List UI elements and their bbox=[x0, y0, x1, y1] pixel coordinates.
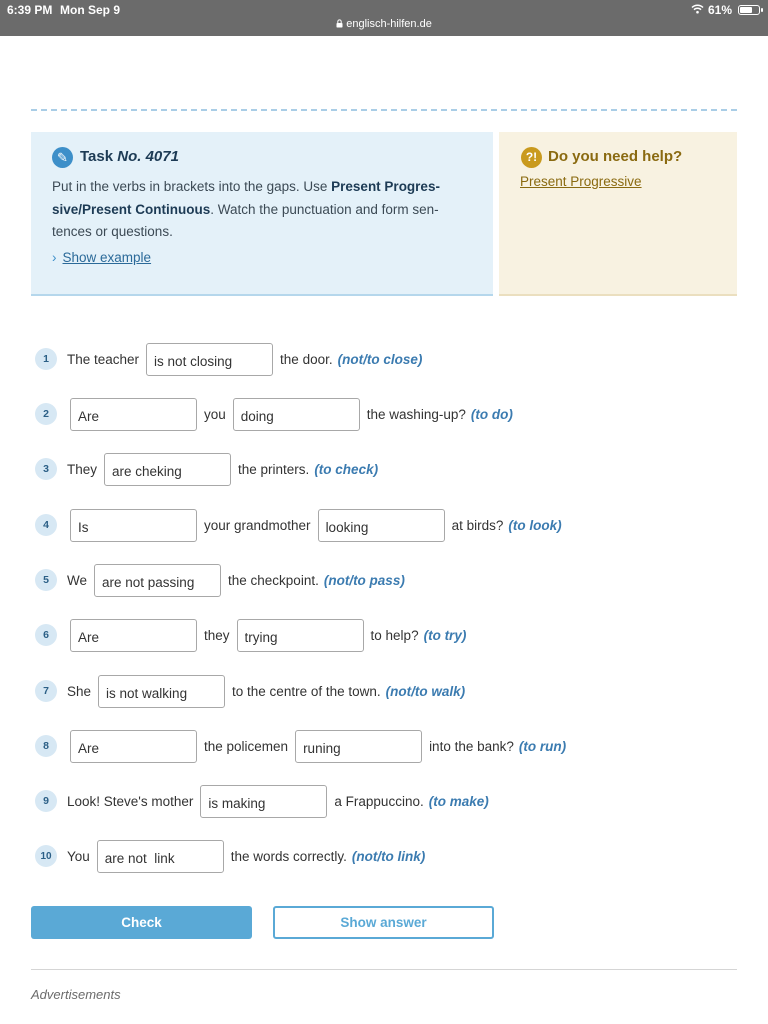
verb-hint: (to check) bbox=[314, 461, 379, 477]
answer-input[interactable] bbox=[104, 453, 231, 486]
exercise-text: the washing-up? bbox=[366, 406, 466, 422]
verb-hint: (not/to walk) bbox=[385, 683, 466, 699]
exercise-text: to the centre of the town. bbox=[232, 683, 381, 699]
exercise-text: the door. bbox=[280, 351, 333, 367]
verb-hint: (to try) bbox=[423, 627, 467, 643]
answer-input[interactable] bbox=[146, 343, 273, 376]
exercise-row bbox=[35, 397, 513, 431]
exercise-number: 7 bbox=[35, 680, 57, 702]
exercise-text: a Frappuccino. bbox=[334, 793, 424, 809]
exercise-number: 4 bbox=[35, 514, 57, 536]
exercise-text: She bbox=[67, 683, 92, 699]
exercise-text: at birds? bbox=[451, 517, 504, 533]
exercise-number: 8 bbox=[35, 735, 57, 757]
task-text-before: Put in the verbs in brackets into the gaps. Use bbox=[52, 179, 332, 194]
answer-input[interactable] bbox=[70, 730, 197, 763]
chevron-right-icon: › bbox=[52, 250, 57, 265]
task-title bbox=[80, 148, 179, 165]
exercise-text: They bbox=[67, 461, 98, 477]
task-number: No. 4071 bbox=[117, 148, 179, 165]
exercise-row bbox=[35, 563, 405, 597]
answer-input[interactable] bbox=[295, 730, 422, 763]
verb-hint: (to look) bbox=[508, 517, 562, 533]
status-right bbox=[691, 3, 760, 17]
exercise-number: 10 bbox=[35, 845, 57, 867]
url-text: englisch-hilfen.de bbox=[346, 18, 432, 30]
exercise-number: 5 bbox=[35, 569, 57, 591]
exercise-row bbox=[35, 729, 566, 763]
task-text-bold: Present Progres- sive/Present Continuous bbox=[52, 179, 440, 217]
show-answer-button[interactable]: Show answer bbox=[273, 906, 494, 939]
answer-input[interactable] bbox=[70, 509, 197, 542]
task-instructions bbox=[52, 176, 462, 244]
verb-hint: (not/to link) bbox=[351, 848, 426, 864]
exercise-text: they bbox=[204, 627, 230, 643]
check-button[interactable]: Check bbox=[31, 906, 252, 939]
battery-icon bbox=[738, 5, 760, 15]
answer-input[interactable] bbox=[318, 509, 445, 542]
show-example-link[interactable] bbox=[52, 250, 151, 265]
verb-hint: (to do) bbox=[470, 406, 513, 422]
answer-input[interactable] bbox=[237, 619, 364, 652]
answer-input[interactable] bbox=[98, 675, 225, 708]
exercise-row bbox=[35, 839, 425, 873]
exercise-number: 1 bbox=[35, 348, 57, 370]
status-time: 6:39 PM bbox=[7, 3, 53, 17]
exercise-text: you bbox=[204, 406, 226, 422]
exercise-text: to help? bbox=[370, 627, 419, 643]
exercise-text: We bbox=[67, 572, 88, 588]
answer-input[interactable] bbox=[200, 785, 327, 818]
exercise-row bbox=[35, 674, 465, 708]
wifi-icon bbox=[691, 3, 704, 17]
verb-hint: (not/to pass) bbox=[323, 572, 405, 588]
footer-divider bbox=[31, 969, 737, 970]
exercise-number: 3 bbox=[35, 458, 57, 480]
answer-input[interactable] bbox=[70, 398, 197, 431]
exercise-text: You bbox=[67, 848, 90, 864]
exercise-row bbox=[35, 342, 422, 376]
exercise-row bbox=[35, 508, 562, 542]
status-bar bbox=[0, 0, 768, 36]
exercise-row bbox=[35, 784, 489, 818]
exercise-text: your grandmother bbox=[204, 517, 311, 533]
answer-input[interactable] bbox=[233, 398, 360, 431]
task-text-after: . Watch the punctuation and form sen- tences or questions. bbox=[52, 201, 439, 239]
lock-icon bbox=[336, 18, 346, 30]
status-date: Mon Sep 9 bbox=[60, 3, 121, 17]
verb-hint: (not/to close) bbox=[337, 351, 423, 367]
exercise-text: into the bank? bbox=[429, 738, 514, 754]
pencil-icon: ✎ bbox=[52, 147, 73, 168]
exercise-text: the printers. bbox=[238, 461, 310, 477]
address-bar[interactable] bbox=[0, 18, 768, 30]
exercise-text: the policemen bbox=[204, 738, 289, 754]
task-box bbox=[31, 132, 493, 296]
help-link[interactable]: Present Progressive bbox=[520, 174, 642, 189]
verb-hint: (to run) bbox=[518, 738, 567, 754]
exercise-number: 6 bbox=[35, 624, 57, 646]
exercise-row bbox=[35, 452, 378, 486]
exercise-text: the checkpoint. bbox=[228, 572, 319, 588]
answer-input[interactable] bbox=[97, 840, 224, 873]
show-example-label: Show example bbox=[62, 250, 152, 265]
advertisements-label: Advertisements bbox=[31, 987, 121, 1002]
dashed-divider bbox=[31, 109, 737, 111]
verb-hint: (to make) bbox=[428, 793, 489, 809]
answer-input[interactable] bbox=[94, 564, 221, 597]
exercise-number: 9 bbox=[35, 790, 57, 812]
task-title-prefix: Task bbox=[80, 148, 114, 165]
exercise-text: Look! Steve's mother bbox=[67, 793, 194, 809]
help-title: Do you need help? bbox=[548, 148, 683, 165]
help-box bbox=[499, 132, 737, 296]
help-icon: ?! bbox=[521, 147, 542, 168]
answer-input[interactable] bbox=[70, 619, 197, 652]
battery-percent: 61% bbox=[707, 3, 732, 17]
exercise-row bbox=[35, 618, 466, 652]
exercise-text: the words correctly. bbox=[230, 848, 347, 864]
exercise-number: 2 bbox=[35, 403, 57, 425]
exercise-text: The teacher bbox=[67, 351, 140, 367]
